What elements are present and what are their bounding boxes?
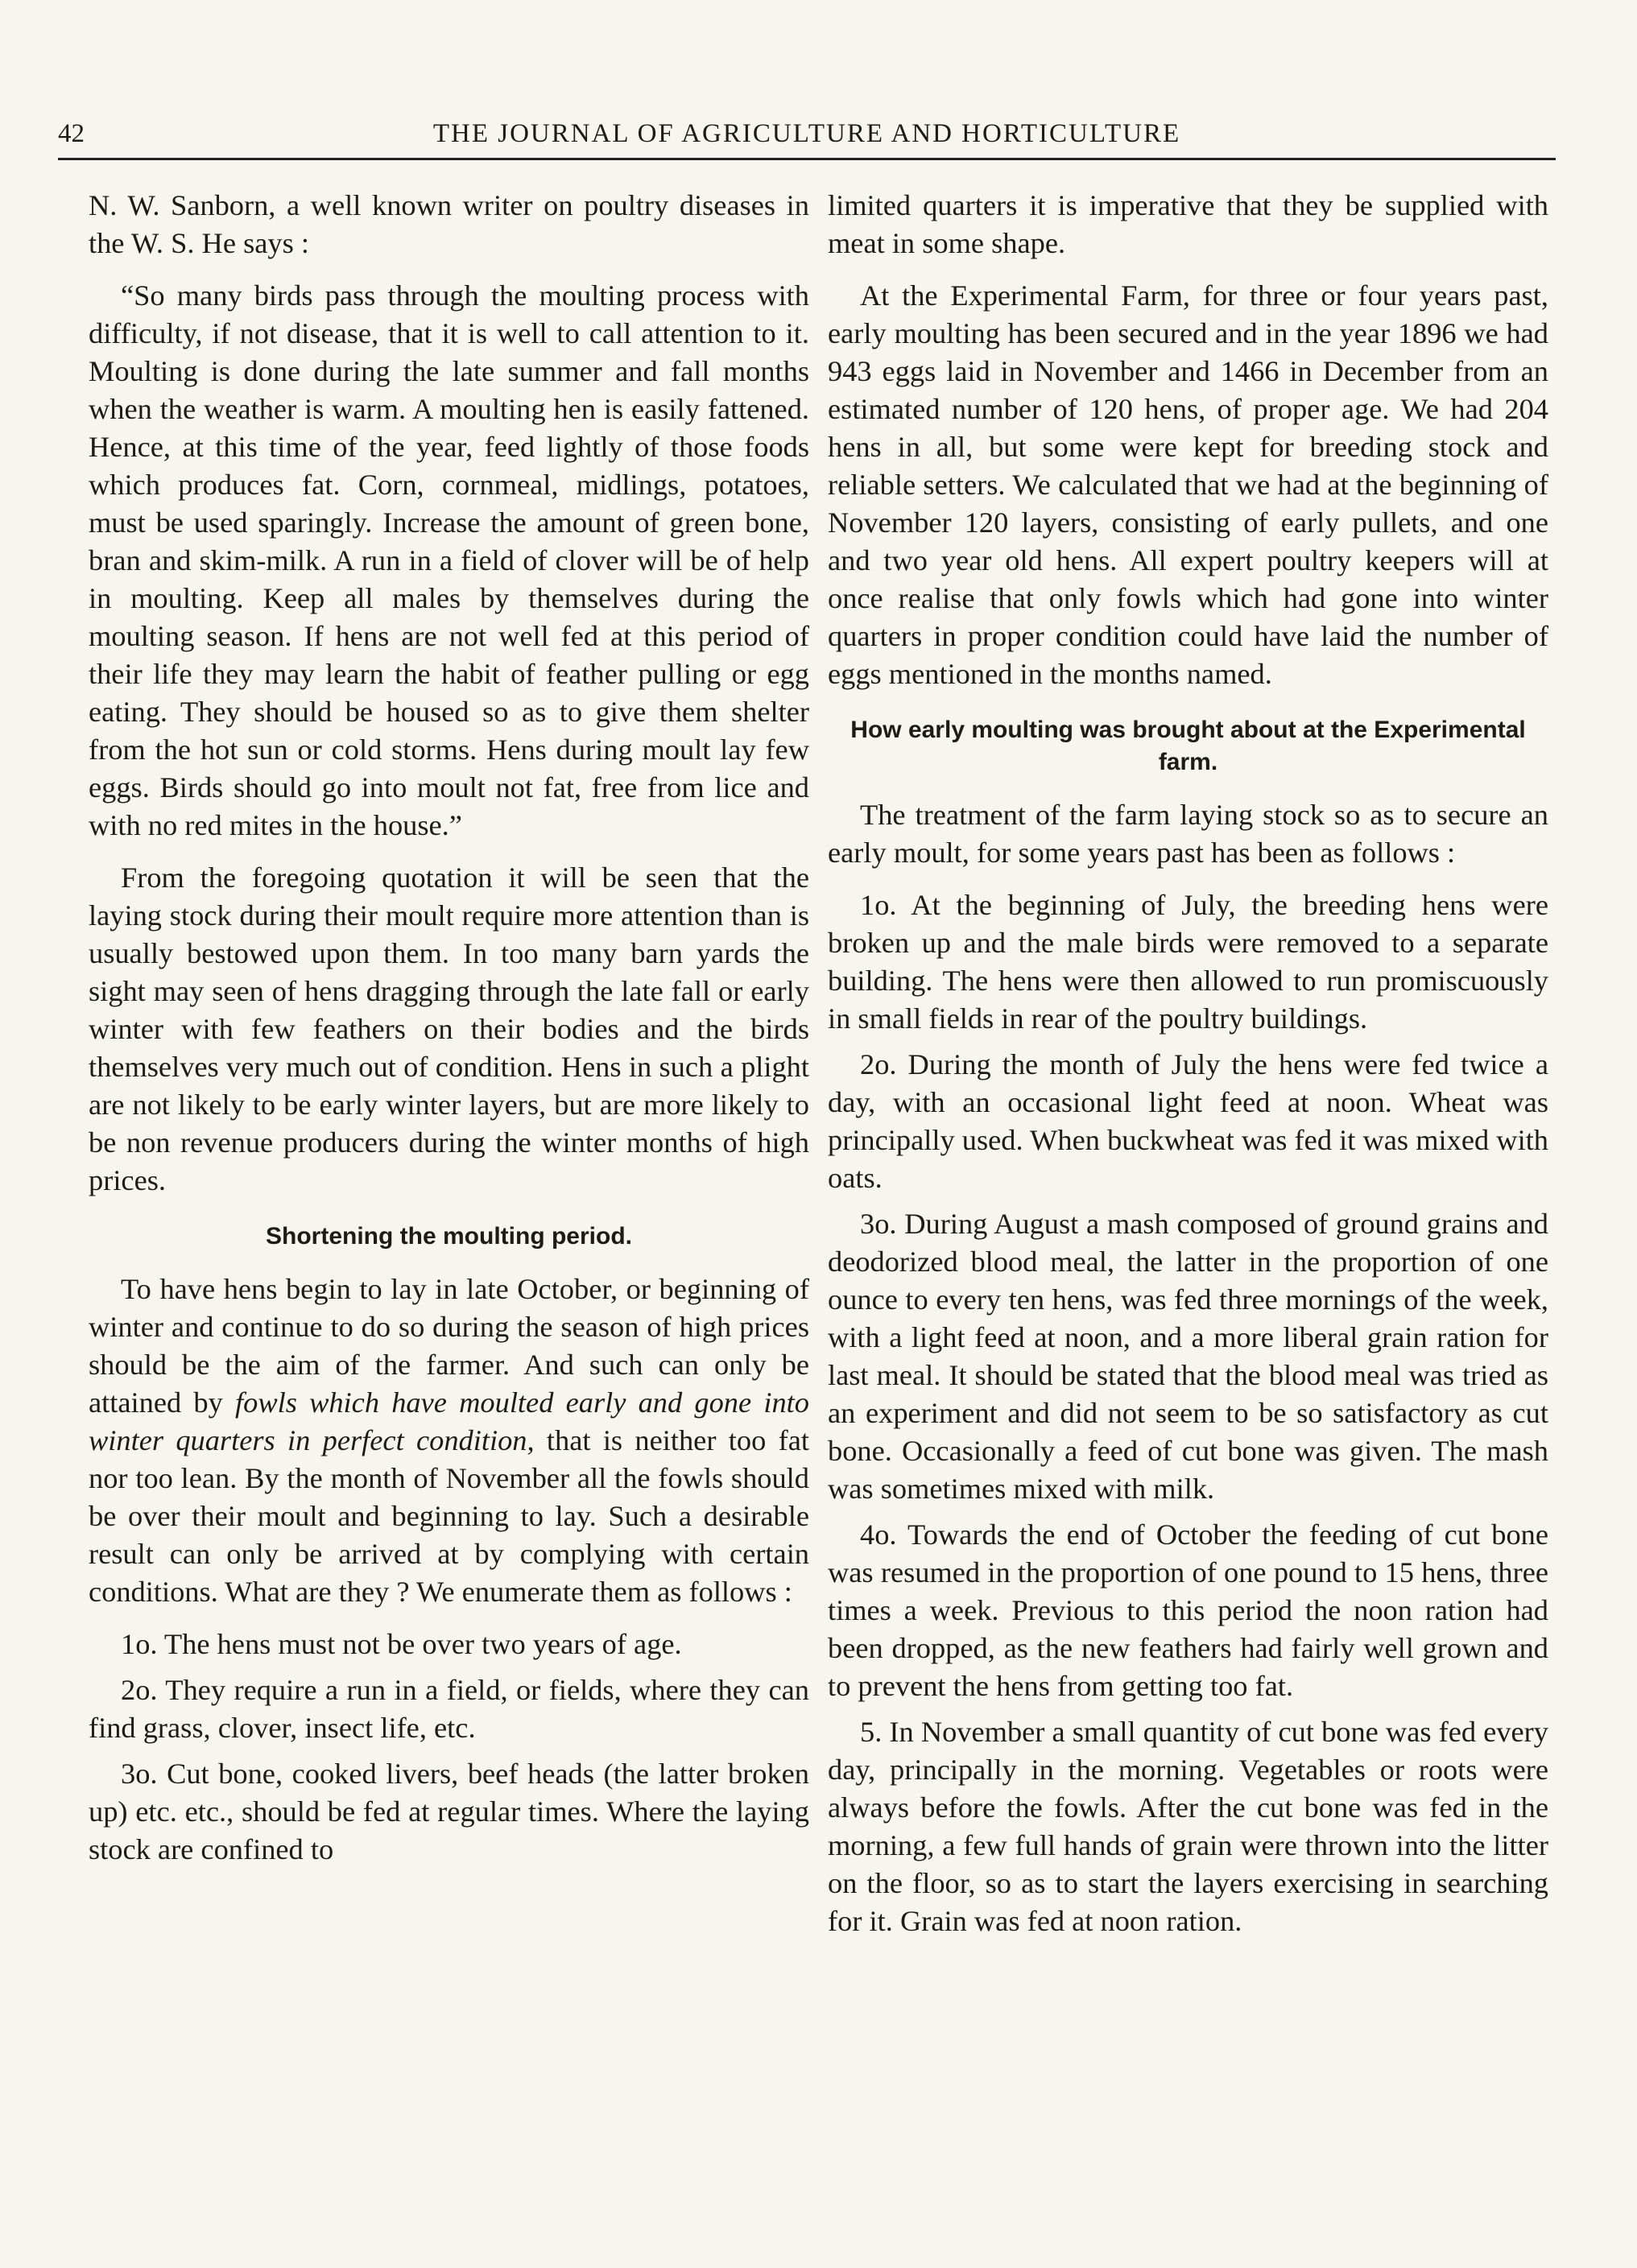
list-item-condition-1: 1o. The hens must not be over two years of age. (121, 1628, 682, 1660)
paragraph-limited-quarters: limited quarters it is imperative that they be supplied with meat in some shape. (828, 189, 1548, 259)
subhead-how-early-moulting: How early moulting was brought about at the Experimental farm. (850, 717, 1526, 775)
page-number: 42 (58, 119, 85, 148)
paragraph-experimental-farm: At the Experimental Farm, for three or four years past, early moulting has been secured and in the year 1896 we had 943 eggs laid in November and 1466 in December from an estimated number of 120 hens, of proper age. We had 204 hens in all, but some were kept for breeding stock and reliable setters. We calculated that we had at the beginning of November 120 layers, consisting of early pullets, and one and two year old hens. All expert poultry keepers will at once realise that only fowls which had gone into winter quarters in proper condition could have laid the number of eggs mentioned in the months named. (828, 279, 1548, 690)
paragraph-to-have-hens (89, 1270, 809, 1611)
running-title: THE JOURNAL OF AGRICULTURE AND HORTICULTURE (432, 119, 1181, 148)
list-item-condition-2: 2o. They require a run in a field, or fields, where they can find grass, clover, insect life, etc. (89, 1674, 809, 1744)
list-item-step-5: 5. In November a small quantity of cut bone was fed every day, principally in the morning. Vegetables or roots were always before the fowls. After the cut bone was fed in the morning, a few full hands of grain were thrown into the litter on the floor, so as to start the layers exercising in searching for it. Grain was fed at noon ration. (828, 1716, 1548, 1937)
list-item-step-1: 1o. At the beginning of July, the breeding hens were broken up and the male birds were removed to a separate building. The hens were then allowed to run promiscuously in small fields in rear of the poultry buildings. (828, 889, 1548, 1035)
list-item-step-3: 3o. During August a mash composed of ground grains and deodorized blood meal, the latter in the proportion of one ounce to every ten hens, was fed three mornings of the week, with a light feed at noon, and a more liberal grain ration for last meal. It should be stated that the blood meal was tried as an experiment and did not seem to be so satisfactory as cut bone. Occasionally a feed of cut bone was given. The mash was sometimes mixed with milk. (828, 1208, 1548, 1505)
paragraph-text-a: To have hens begin to lay in late October, or beginning of winter and continue to do so during the season of high prices should be the aim of the farmer. And such can only be attained by (89, 1273, 809, 1419)
paragraph-sanborn-intro: N. W. Sanborn, a well known writer on poultry diseases in the W. S. He says : (89, 189, 809, 259)
paragraph-treatment: The treatment of the farm laying stock so as to secure an early moult, for some years past has been as follows : (828, 799, 1548, 869)
paragraph-sanborn-quote: “So many birds pass through the moulting process with difficulty, if not disease, that it is well to call attention to it. Moulting is done during the late summer and fall months when the weather is warm. A moulting hen is easily fattened. Hence, at this time of the year, feed lightly of those foods which produces fat. Corn, cornmeal, midlings, potatoes, must be used sparingly. Increase the amount of green bone, bran and skim-milk. A run in a field of clover will be of help in moulting. Keep all males by themselves during the moulting season. If hens are not well fed at this period of their life they may learn the habit of feather pulling or egg eating. They should be housed so as to give them shelter from the hot sun or cold storms. Hens during moult lay few eggs. Birds should go into moult not fat, free from lice and with no red mites in the house.” (89, 279, 809, 841)
subhead-shortening-moult: Shortening the moulting period. (266, 1223, 632, 1250)
list-item-step-2: 2o. During the month of July the hens were fed twice a day, with an occasional light feed at noon. Wheat was principally used. When buckwheat was fed it was mixed with oats. (828, 1048, 1548, 1194)
left-column (89, 187, 809, 1877)
paragraph-foregoing-quotation: From the foregoing quotation it will be seen that the laying stock during their moult require more attention than is usually bestowed upon them. In too many barn yards the sight may seen of hens dragging through the late fall or early winter with few feathers on their bodies and the birds themselves very much out of condition. Hens in such a plight are not likely to be early winter layers, but are more likely to be non revenue producers during the winter months of high prices. (89, 861, 809, 1196)
list-item-step-4: 4o. Towards the end of October the feeding of cut bone was resumed in the proportion of one pound to 15 hens, three times a week. Previous to this period the noon ration had been dropped, as the new feathers had fairly well grown and to prevent the hens from getting too fat. (828, 1518, 1548, 1702)
page-header (58, 119, 1556, 160)
paragraph-text-b: that is neither too fat nor too lean. By the month of November all the fowls should be over their moult and beginning to lay. Such a desirable result can only be arrived at by complying with certain conditions. What are they ? We enumerate them as follows : (89, 1424, 810, 1608)
emphasis-fowls-moulted-early: fowls which have moulted early and gone into winter quarters in perfect condition, (89, 1386, 809, 1456)
list-item-condition-3: 3o. Cut bone, cooked livers, beef heads (the latter broken up) etc. etc., should be fed at regular times. Where the laying stock are confined to (89, 1758, 809, 1865)
right-column (828, 187, 1548, 1948)
